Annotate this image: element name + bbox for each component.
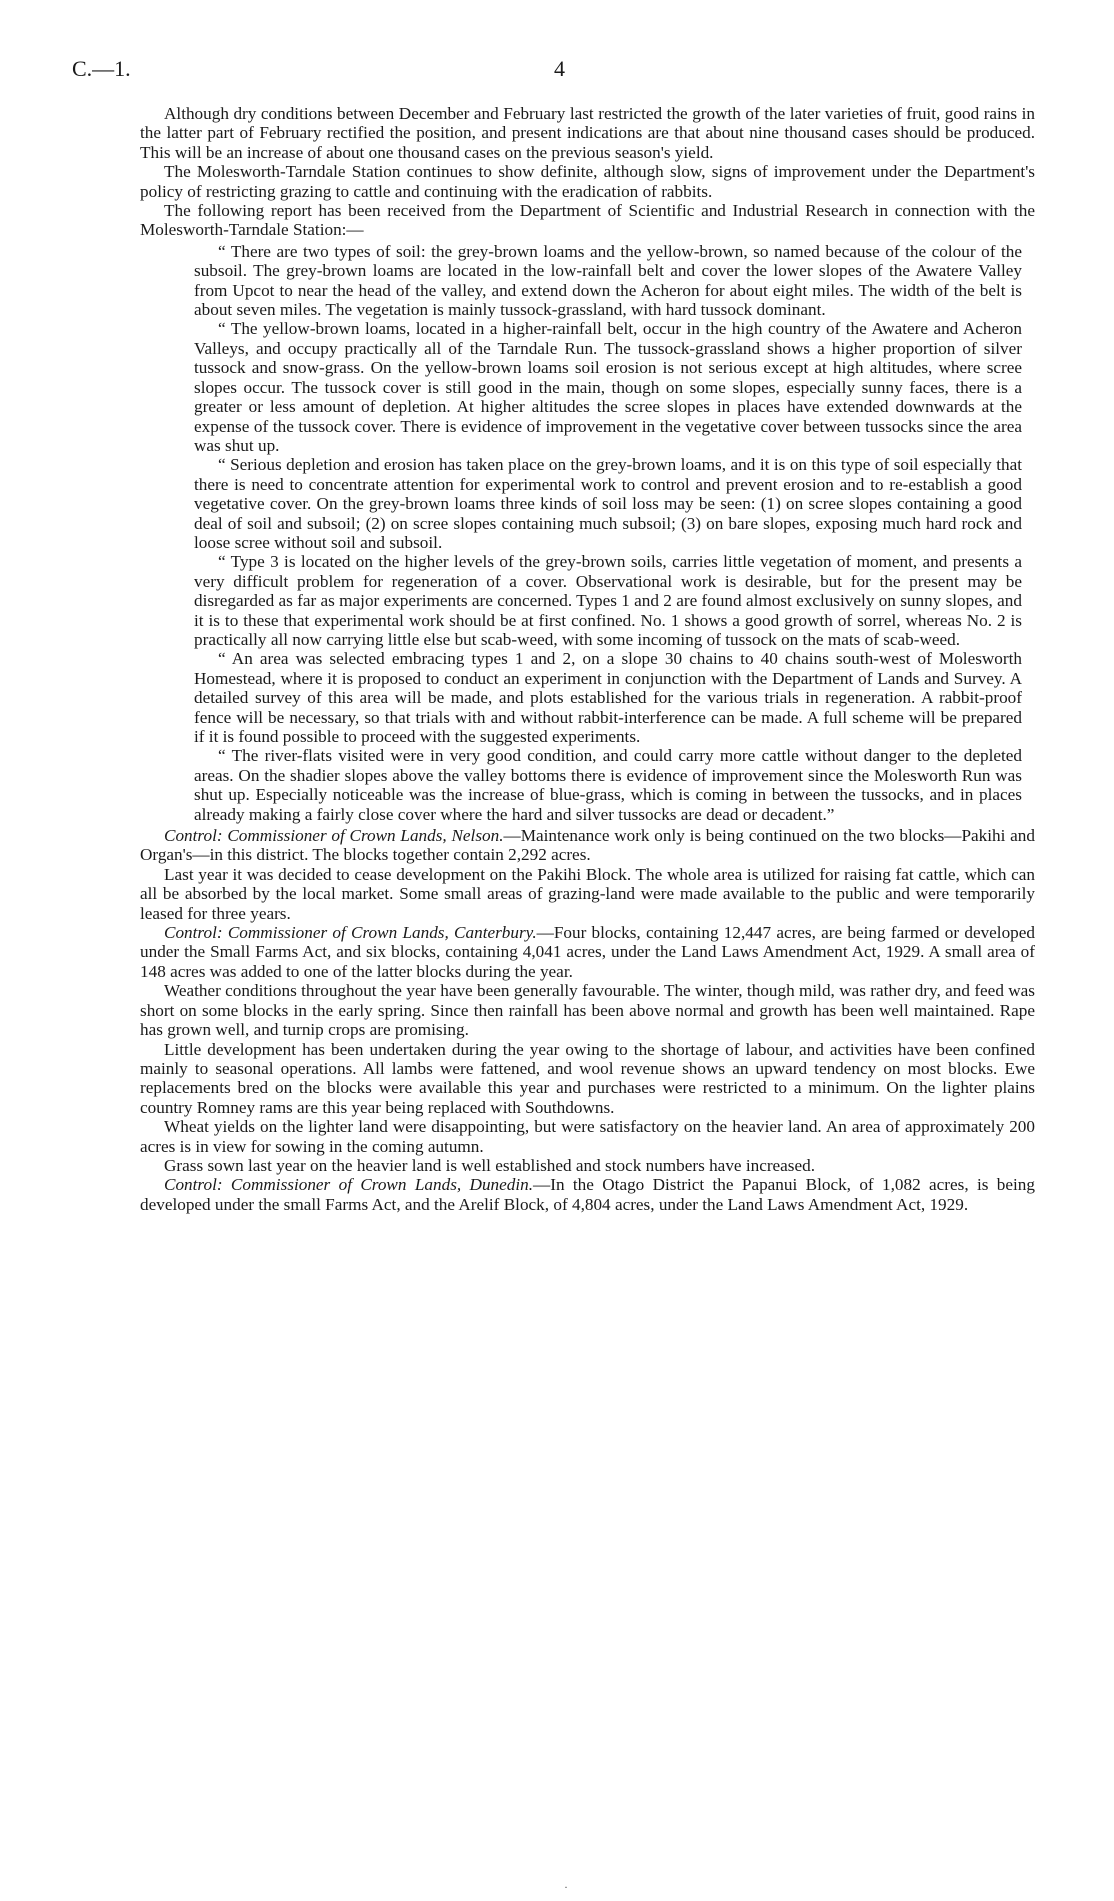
quote-river-flats: “ The river-flats visited were in very good condition, and could carry more cattle without danger to the depleted areas. On the shadier slopes above the valley bottoms there is evidence of improvement since the Molesworth Run was shut up. Especially noticeable was the increase of blue-grass, which is coming in between the tussocks, and in places already making a fairly close cover where the hard and silver tussocks are dead or decadent.” bbox=[194, 746, 1022, 824]
document-body bbox=[140, 104, 1035, 1214]
dunedin-heading: Control: Commissioner of Crown Lands, Dunedin. bbox=[164, 1175, 534, 1195]
quote-type-3: “ Type 3 is located on the higher levels of the grey-brown soils, carries little vegetation of moment, and presents a very difficult problem for regeneration of a cover. Observational work is desirable, but for the present may be disregarded as far as major experiments are concerned. Types 1 and 2 are found almost exclusively on sunny slopes, and it is to these that experimental work should be at first confined. No. 1 shows a good growth of sorrel, whereas No. 2 is practically all now carrying little else but scab-weed, with some incoming of tussock on the mats of scab-weed. bbox=[194, 552, 1022, 649]
quote-depletion: “ Serious depletion and erosion has taken place on the grey-brown loams, and it is on this type of soil especially that there is need to concentrate attention for experimental work to control and prevent erosion and to re-establish a good vegetative cover. On the grey-brown loams three kinds of soil loss may be seen: (1) on scree slopes containing a good deal of soil and subsoil; (2) on scree slopes containing much subsoil; (3) on bare slopes, exposing much hard rock and loose scree without soil and subsoil. bbox=[194, 455, 1022, 552]
document-reference: C.—1. bbox=[72, 56, 131, 81]
paragraph-nelson bbox=[140, 826, 1035, 865]
quote-soil-types: “ There are two types of soil: the grey-brown loams and the yellow-brown, so named because of the colour of the subsoil. The grey-brown loams are located in the low-rainfall belt and cover the lower slopes of the Awatere Valley from Upcot to near the head of the valley, and extend down the Acheron for about eight miles. The width of the belt is about seven miles. The vegetation is mainly tussock-grassland, with hard tussock dominant. bbox=[194, 241, 1022, 320]
quote-experiment-area: “ An area was selected embracing types 1 and 2, on a slope 30 chains to 40 chains south-west of Molesworth Homestead, where it is proposed to conduct an experiment in conjunction with the Department of Lands and Survey. A detailed survey of this area will be made, and plots established for the various trials in regeneration. A rabbit-proof fence will be necessary, so that trials with and without rabbit-interference can be made. A full scheme will be prepared if it is found possible to proceed with the suggested experiments. bbox=[194, 649, 1022, 746]
paragraph-dunedin bbox=[140, 1175, 1035, 1214]
quote-yellow-brown: “ The yellow-brown loams, located in a higher-rainfall belt, occur in the high country of the Awatere and Acheron Valleys, and occupy practically all of the Tarndale Run. The tussock-grassland shows a higher proportion of silver tussock and snow-grass. On the yellow-brown loams soil erosion is not serious except at high altitudes, where scree slopes occur. The tussock cover is still good in the main, though on some slopes, especially sunny faces, there is a greater or less amount of depletion. At higher altitudes the scree slopes in places have extended downwards at the expense of the tussock cover. There is evidence of improvement in the vegetative cover between tussocks since the area was shut up. bbox=[194, 319, 1022, 455]
nelson-heading: Control: Commissioner of Crown Lands, Nelson. bbox=[164, 826, 504, 846]
paragraph-report-intro: The following report has been received from the Department of Scientific and Industrial Research in connection with the Molesworth-Tarndale Station:— bbox=[140, 201, 1035, 240]
footer-mark: · bbox=[564, 1880, 568, 1894]
page-header bbox=[72, 56, 1042, 86]
paragraph-molesworth: The Molesworth-Tarndale Station continues to show definite, although slow, signs of improvement under the Department's policy of restricting grazing to cattle and continuing with the eradication of rabbits. bbox=[140, 162, 1035, 201]
paragraph-weather: Weather conditions throughout the year have been generally favourable. The winter, though mild, was rather dry, and feed was short on some blocks in the early spring. Since then rainfall has been above normal and growth has been well maintained. Rape has grown well, and turnip crops are promising. bbox=[140, 981, 1035, 1040]
nelson-text: —Maintenance work only is being continued on the two blocks—Pakihi and Organ's—in this district. The blocks together contain 2,292 acres. bbox=[140, 826, 1035, 865]
canterbury-heading: Control: Commissioner of Crown Lands, Canterbury. bbox=[164, 923, 537, 943]
page-number: 4 bbox=[554, 56, 565, 81]
paragraph-wheat: Wheat yields on the lighter land were disappointing, but were satisfactory on the heavier land. An area of approximately 200 acres is in view for sowing in the coming autumn. bbox=[140, 1117, 1035, 1156]
canterbury-text: —Four blocks, containing 12,447 acres, are being farmed or developed under the Small Farms Act, and six blocks, containing 4,041 acres, under the Land Laws Amendment Act, 1929. A small area of 148 acres was added to one of the latter blocks during the year. bbox=[140, 923, 1035, 981]
paragraph-grass: Grass sown last year on the heavier land is well established and stock numbers have increased. bbox=[164, 1155, 816, 1175]
paragraph-development: Little development has been undertaken during the year owing to the shortage of labour, and activities have been confined mainly to seasonal operations. All lambs were fattened, and wool revenue shows an upward tendency on most blocks. Ewe replacements bred on the blocks were available this year and purchases were restricted to a minimum. On the lighter plains country Romney rams are this year being replaced with Southdowns. bbox=[140, 1039, 1035, 1117]
paragraph-fruit: Although dry conditions between December and February last restricted the growth of the later varieties of fruit, good rains in the latter part of February rectified the position, and present indications are that about nine thousand cases should be produced. This will be an increase of about one thousand cases on the previous season's yield. bbox=[140, 104, 1035, 162]
dunedin-text: —In the Otago District the Papanui Block, of 1,082 acres, is being developed under the small Farms Act, and the Arelif Block, of 4,804 acres, under the Land Laws Amendment Act, 1929. bbox=[140, 1175, 1035, 1214]
paragraph-canterbury bbox=[140, 923, 1035, 981]
paragraph-pakihi: Last year it was decided to cease development on the Pakihi Block. The whole area is utilized for raising fat cattle, which can all be absorbed by the local market. Some small areas of grazing-land were made available to the public and were temporarily leased for three years. bbox=[140, 864, 1035, 923]
